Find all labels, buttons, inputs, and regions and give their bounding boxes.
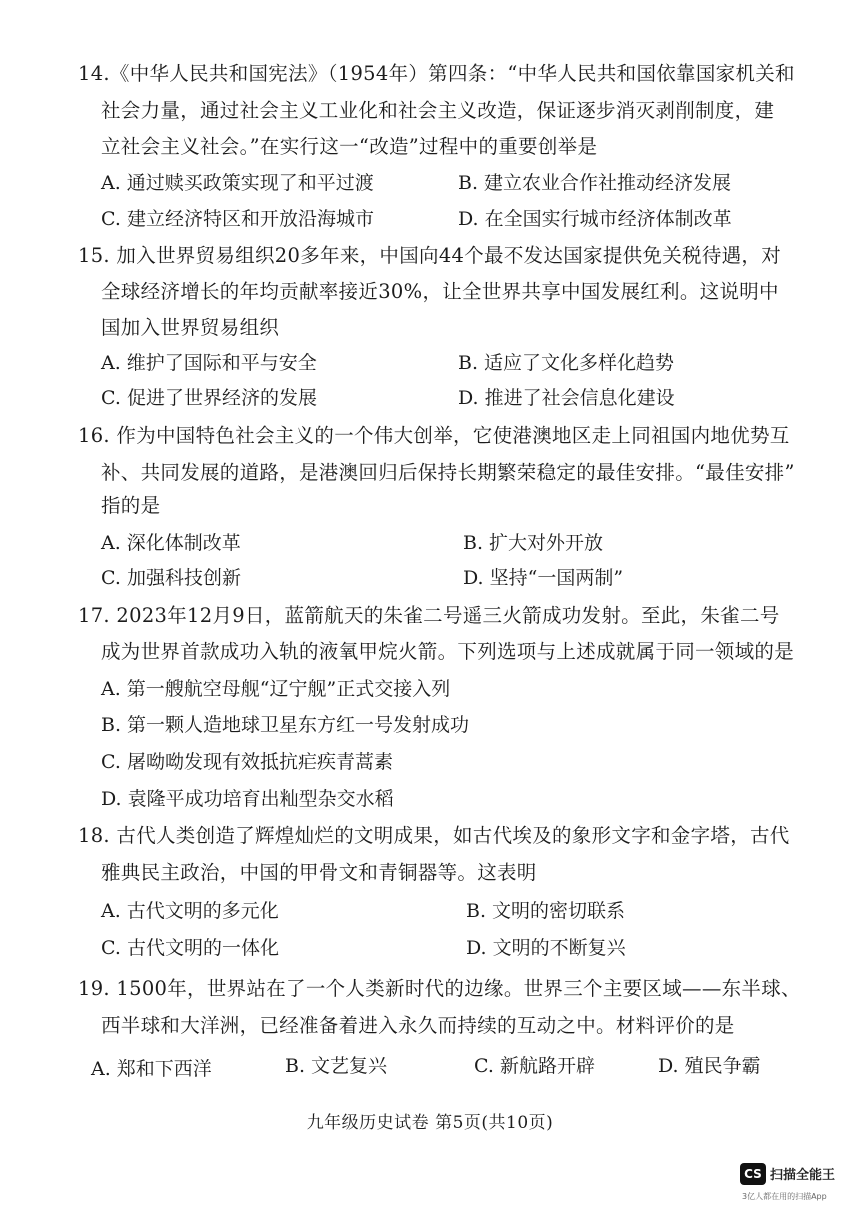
q18-line-1: 18. 古代人类创造了辉煌灿烂的文明成果，如古代埃及的象形文字和金字塔，古代 [78, 824, 790, 847]
q14-option-b: B. 建立农业合作社推动经济发展 [458, 172, 732, 194]
q19-option-c: C. 新航路开辟 [474, 1055, 595, 1077]
q14-option-a: A. 通过赎买政策实现了和平过渡 [101, 172, 374, 194]
q14-line-3: 立社会主义社会。”在实行这一“改造”过程中的重要创举是 [101, 135, 598, 158]
q15-line-1: 15. 加入世界贸易组织20多年来，中国向44个最不发达国家提供免关税待遇，对 [78, 244, 782, 267]
scanner-app-name: 扫描全能王 [770, 1168, 836, 1183]
scanner-app-tagline: 3亿人都在用的扫描App [742, 1192, 827, 1201]
q15-line-2: 全球经济增长的年均贡献率接近30%，让全世界共享中国发展红利。这说明中 [101, 280, 779, 303]
cs-logo-icon: CS [740, 1163, 766, 1185]
q18-line-2: 雅典民主政治，中国的甲骨文和青铜器等。这表明 [101, 861, 537, 884]
q19-option-a: A. 郑和下西洋 [91, 1058, 212, 1080]
q16-option-d: D. 坚持“一国两制” [463, 567, 624, 589]
q19-line-1: 19. 1500年，世界站在了一个人类新时代的边缘。世界三个主要区域——东半球、 [78, 977, 801, 1000]
scanner-watermark [738, 1161, 848, 1207]
q14-line-1: 14.《中华人民共和国宪法》（1954年）第四条：“中华人民共和国依靠国家机关和 [78, 62, 795, 85]
q15-option-c: C. 促进了世界经济的发展 [101, 387, 317, 409]
q16-line-1: 16. 作为中国特色社会主义的一个伟大创举，它使港澳地区走上同祖国内地优势互 [78, 424, 790, 447]
q14-option-d: D. 在全国实行城市经济体制改革 [458, 208, 732, 230]
q16-option-a: A. 深化体制改革 [101, 532, 241, 554]
q16-option-c: C. 加强科技创新 [101, 567, 241, 589]
q19-line-2: 西半球和大洋洲，已经准备着进入永久而持续的互动之中。材料评价的是 [101, 1014, 735, 1037]
q15-option-d: D. 推进了社会信息化建设 [458, 387, 675, 409]
q19-option-b: B. 文艺复兴 [285, 1055, 388, 1077]
q15-option-a: A. 维护了国际和平与安全 [101, 352, 317, 374]
page-footer: 九年级历史试卷 第5页(共10页) [306, 1113, 554, 1133]
q15-option-b: B. 适应了文化多样化趋势 [458, 352, 675, 374]
q17-line-1: 17. 2023年12月9日，蓝箭航天的朱雀二号遥三火箭成功发射。至此，朱雀二号 [78, 604, 780, 627]
q18-option-b: B. 文明的密切联系 [466, 900, 626, 922]
q17-line-2: 成为世界首款成功入轨的液氧甲烷火箭。下列选项与上述成就属于同一领域的是 [101, 640, 795, 663]
q18-option-c: C. 古代文明的一体化 [101, 937, 279, 959]
q17-option-b: B. 第一颗人造地球卫星东方红一号发射成功 [101, 714, 470, 736]
q16-option-b: B. 扩大对外开放 [463, 532, 604, 554]
q14-option-c: C. 建立经济特区和开放沿海城市 [101, 208, 374, 230]
q18-option-d: D. 文明的不断复兴 [466, 937, 626, 959]
q18-option-a: A. 古代文明的多元化 [101, 900, 279, 922]
q14-line-2: 社会力量，通过社会主义工业化和社会主义改造，保证逐步消灭剥削制度，建 [101, 99, 775, 122]
q19-option-d: D. 殖民争霸 [658, 1055, 761, 1077]
q16-line-2: 补、共同发展的道路，是港澳回归后保持长期繁荣稳定的最佳安排。“最佳安排” [101, 461, 795, 484]
q17-option-a: A. 第一艘航空母舰“辽宁舰”正式交接入列 [101, 678, 451, 700]
q15-line-3: 国加入世界贸易组织 [101, 316, 280, 339]
q17-option-c: C. 屠呦呦发现有效抵抗疟疾青蒿素 [101, 751, 393, 773]
q17-option-d: D. 袁隆平成功培育出籼型杂交水稻 [101, 788, 394, 810]
q16-line-3: 指的是 [101, 494, 161, 517]
